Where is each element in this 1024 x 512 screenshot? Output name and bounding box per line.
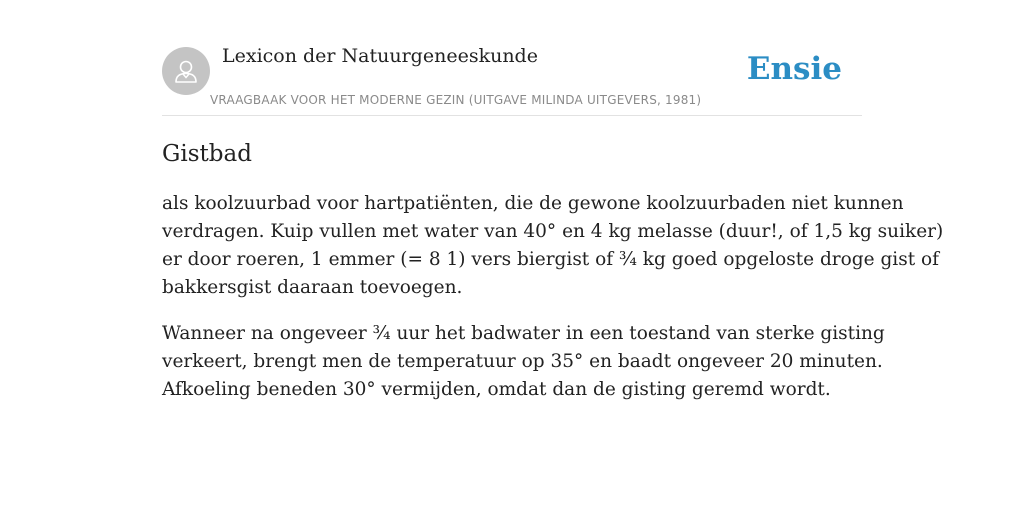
user-icon <box>171 56 201 86</box>
avatar[interactable] <box>162 47 210 95</box>
paragraph-line: verkeert, brengt men de temperatuur op 35° en baadt ongeveer 20 minuten. <box>162 351 883 372</box>
source-title[interactable]: Lexicon der Natuurgeneeskunde <box>222 45 538 67</box>
paragraph-line: verdragen. Kuip vullen met water van 40° en 4 kg melasse (duur!, of 1,5 kg suiker) <box>162 221 944 242</box>
entry-body <box>162 190 944 404</box>
paragraph-line: Wanneer na ongeveer ¾ uur het badwater in een toestand van sterke gisting <box>162 323 885 344</box>
entry-title: Gistbad <box>162 141 252 167</box>
brand-logo[interactable]: Ensie <box>746 51 842 87</box>
paragraph-line: er door roeren, 1 emmer (= 8 1) vers biergist of ¾ kg goed opgeloste droge gist of <box>162 249 940 270</box>
paragraph-line: bakkersgist daaraan toevoegen. <box>162 277 463 298</box>
source-header <box>162 0 862 116</box>
paragraph-line: Afkoeling beneden 30° vermijden, omdat dan de gisting geremd wordt. <box>162 379 831 400</box>
source-subtitle: VRAAGBAAK VOOR HET MODERNE GEZIN (UITGAVE MILINDA UITGEVERS, 1981) <box>210 93 702 107</box>
entry-paragraph <box>162 320 885 404</box>
content-container <box>162 0 944 422</box>
entry-paragraph <box>162 190 944 302</box>
paragraph-line: als koolzuurbad voor hartpatiënten, die de gewone koolzuurbaden niet kunnen <box>162 193 904 214</box>
